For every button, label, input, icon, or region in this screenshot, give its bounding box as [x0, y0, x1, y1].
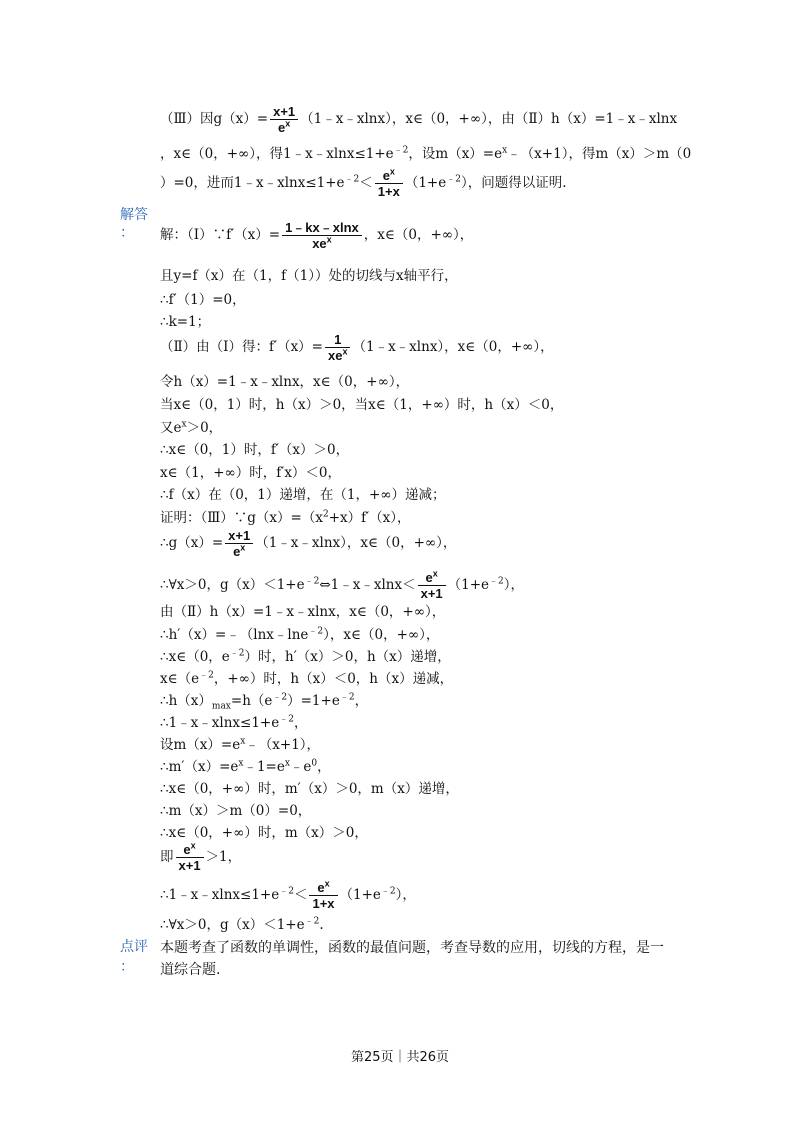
solution-text: ，+∞）时，h（x）＜0，h（x）递减，: [213, 671, 454, 687]
solution-text: ，: [354, 693, 369, 709]
solution-line-14: [160, 570, 524, 601]
solution-text: 又e: [160, 420, 182, 436]
comment-line-2: 道综合题.: [160, 962, 221, 978]
solution-text: ∴m′（x）=e: [160, 759, 239, 775]
sup: ﹣2: [304, 916, 320, 927]
solution-text: ∴h′（x）=﹣（lnx﹣lne: [160, 627, 309, 643]
analysis-line-1: [160, 104, 677, 135]
solution-text: 即: [160, 849, 174, 865]
solution-line-16: [160, 627, 439, 643]
solution-text: （1﹣x﹣xlnx），x∈（0，+∞），: [255, 535, 457, 551]
solution-line-11: ∴f（x）在（0，1）递增，在（1，+∞）递减；: [160, 487, 446, 503]
solution-text: ，: [317, 759, 331, 775]
solution-line-28: [160, 917, 324, 933]
num-sup: x: [432, 568, 438, 579]
solution-text: ∴∀x＞0，g（x）＜1+e: [160, 577, 305, 593]
analysis-text: ﹣（x+1），得m（x）＞m（0: [507, 146, 692, 162]
answer-label: 解答: [120, 207, 148, 223]
fraction-numerator: 1: [325, 332, 350, 348]
num-base: e: [317, 880, 325, 895]
analysis-text: ）=0，进而1﹣x﹣xlnx≤1+e: [160, 175, 345, 191]
solution-text: ＞0，: [186, 420, 223, 436]
analysis-line-3: [160, 168, 567, 199]
sup: ﹣2: [308, 626, 324, 637]
fraction-numerator: x+1: [225, 528, 253, 544]
solution-line-20: [160, 715, 307, 731]
solution-text: ）=1+e: [287, 693, 340, 709]
sup: x: [181, 419, 187, 430]
num-base: e: [183, 842, 191, 857]
solution-line-8: [160, 420, 222, 436]
fraction-numerator: x+1: [270, 104, 298, 120]
solution-text: +x）f′（x），: [328, 510, 411, 526]
comment-label: 点评: [120, 939, 148, 955]
comment-label-colon: ：: [120, 959, 134, 975]
solution-line-13: [160, 528, 456, 559]
analysis-text: （1+e: [404, 175, 447, 191]
analysis-text: （1﹣x﹣xlnx），x∈（0，+∞），由（Ⅱ）h（x）=1﹣x﹣xlnx: [300, 111, 678, 127]
solution-text: ∴h（x）: [160, 693, 212, 709]
solution-text: ﹣（x+1），: [245, 737, 321, 753]
analysis-text: ，设m（x）=e: [408, 146, 503, 162]
sup: ﹣2: [229, 648, 245, 659]
solution-text: （Ⅱ）由（Ⅰ）得：f′（x）=: [160, 339, 323, 355]
fraction-denominator: [325, 348, 350, 363]
solution-line-21: [160, 737, 320, 753]
solution-text: ＞1，: [205, 849, 242, 865]
fraction: [325, 332, 350, 363]
solution-text: （1+e: [339, 887, 381, 903]
sup: x: [240, 736, 246, 747]
solution-text: ⇔1﹣x﹣xlnx＜: [319, 577, 416, 593]
solution-text: ），: [395, 887, 416, 903]
den-base: e: [233, 544, 241, 559]
solution-text: 证明：（Ⅲ）∵g（x）=（x: [160, 510, 323, 526]
fraction: [176, 842, 204, 873]
solution-text: ∴∀x＞0，g（x）＜1+e: [160, 917, 305, 933]
solution-line-26: [160, 842, 241, 873]
sup: ﹣2: [489, 576, 504, 587]
num-sup: x: [190, 840, 196, 851]
solution-line-24: ∴m（x）＞m（0）=0，: [160, 803, 312, 819]
fraction-numerator: [418, 570, 446, 586]
sup: ﹣2: [272, 692, 288, 703]
solution-text: （1+e: [447, 577, 490, 593]
sup: x: [238, 758, 244, 769]
sup: x: [502, 145, 508, 156]
fraction-denominator: [225, 544, 253, 559]
fraction-numerator: [375, 168, 403, 184]
analysis-line-2: [160, 146, 691, 162]
den-sup: x: [326, 234, 332, 245]
fraction-denominator: x+1: [420, 586, 443, 601]
answer-label-colon: ：: [120, 225, 134, 241]
fraction-numerator: 1﹣kx﹣xlnx: [282, 220, 362, 236]
sup: ﹣2: [339, 692, 355, 703]
fraction-denominator: [270, 120, 298, 135]
page-footer: 第25页｜共26页: [350, 1050, 450, 1065]
solution-text: 解：（Ⅰ）∵f′（x）=: [160, 227, 281, 243]
solution-text: ，: [293, 715, 308, 731]
sup: ﹣2: [279, 714, 294, 725]
solution-text: ）时，h′（x）＞0，h（x）递增，: [244, 649, 451, 665]
solution-text: ），: [503, 577, 525, 593]
fraction: [282, 220, 362, 251]
solution-line-9: ∴x∈（0，1）时，f′（x）＞0，: [160, 442, 350, 458]
solution-line-25: ∴x∈（0，+∞）时，m（x）＞0，: [160, 825, 368, 841]
sup: ﹣2: [393, 145, 409, 156]
analysis-text: ，x∈（0，+∞），得1﹣x﹣xlnx≤1+e: [160, 146, 394, 162]
solution-line-5: [160, 332, 554, 363]
solution-line-22: [160, 759, 331, 775]
solution-line-23: ∴x∈（0，+∞）时，m′（x）＞0，m（x）递增，: [160, 781, 459, 797]
fraction-numerator: [176, 842, 204, 858]
fraction-denominator: 1+x: [312, 896, 335, 911]
sub: max: [211, 701, 231, 712]
analysis-text: （Ⅲ）因g（x）=: [160, 111, 269, 127]
sup: ﹣2: [446, 174, 461, 185]
solution-line-7: 当x∈（0，1）时，h（x）＞0，当x∈（1，+∞）时，h（x）＜0，: [160, 397, 564, 413]
analysis-text: ＜: [359, 175, 373, 191]
fraction: [225, 528, 253, 559]
fraction-denominator: [282, 236, 362, 251]
solution-text: ∴1﹣x﹣xlnx≤1+e: [160, 715, 280, 731]
solution-text: =h（e: [230, 693, 273, 709]
solution-line-12: [160, 510, 411, 526]
solution-text: x∈（e: [160, 671, 200, 687]
den-sup: x: [342, 346, 348, 357]
solution-text: ＜: [293, 887, 308, 903]
fraction-denominator: x+1: [178, 858, 201, 873]
solution-text: ﹣1=e: [243, 759, 285, 775]
solution-line-27: [160, 880, 416, 911]
sup: ﹣2: [279, 886, 294, 897]
fraction: [270, 104, 298, 135]
solution-text: ∴g（x）=: [160, 535, 224, 551]
den-sup: x: [240, 542, 246, 553]
solution-text: ），x∈（0，+∞），: [323, 627, 440, 643]
fraction: [309, 880, 337, 911]
sup: ﹣2: [199, 670, 214, 681]
solution-line-15: 由（Ⅱ）h（x）=1﹣x﹣xlnx，x∈（0，+∞），: [160, 604, 446, 620]
num-base: e: [425, 570, 433, 585]
solution-line-6: 令h（x）=1﹣x﹣xlnx，x∈（0，+∞），: [160, 374, 410, 390]
solution-text: ，x∈（0，+∞），: [363, 227, 474, 243]
sup: 0: [311, 758, 318, 769]
comment-line-1: 本题考查了函数的单调性，函数的最值问题，考查导数的应用，切线的方程，是一: [160, 940, 664, 956]
sup: ﹣2: [304, 576, 320, 587]
sup: ﹣2: [380, 886, 396, 897]
solution-text: ﹣e: [289, 759, 312, 775]
sup: 2: [322, 509, 329, 520]
fraction-numerator: [309, 880, 337, 896]
solution-text: （1﹣x﹣xlnx），x∈（0，+∞），: [352, 339, 554, 355]
sup: ﹣2: [344, 174, 360, 185]
den-base: xe: [328, 348, 343, 363]
den-sup: x: [285, 118, 291, 129]
num-sup: x: [389, 166, 395, 177]
solution-text: 设m（x）=e: [160, 737, 241, 753]
den-base: e: [278, 120, 286, 135]
solution-line-4: ∴k=1；: [160, 314, 211, 330]
solution-line-3: ∴f′（1）=0，: [160, 292, 246, 308]
num-base: e: [382, 168, 390, 183]
fraction-denominator: 1+x: [377, 184, 400, 199]
solution-line-2: 且y=f（x）在（1，f（1））处的切线与x轴平行，: [160, 268, 458, 284]
solution-line-17: [160, 649, 451, 665]
num-sup: x: [324, 878, 330, 889]
fraction: [418, 570, 446, 601]
fraction: [375, 168, 403, 199]
solution-line-19: [160, 692, 369, 712]
analysis-text: ），问题得以证明.: [460, 175, 567, 191]
solution-line-1: [160, 220, 473, 251]
den-base: xe: [312, 236, 327, 251]
solution-line-18: [160, 671, 453, 687]
solution-line-10: x∈（1，+∞）时，f′x）＜0，: [160, 465, 342, 481]
sup: x: [284, 758, 290, 769]
solution-text: .: [319, 917, 324, 933]
solution-text: ∴x∈（0，e: [160, 649, 230, 665]
solution-text: ∴1﹣x﹣xlnx≤1+e: [160, 887, 280, 903]
